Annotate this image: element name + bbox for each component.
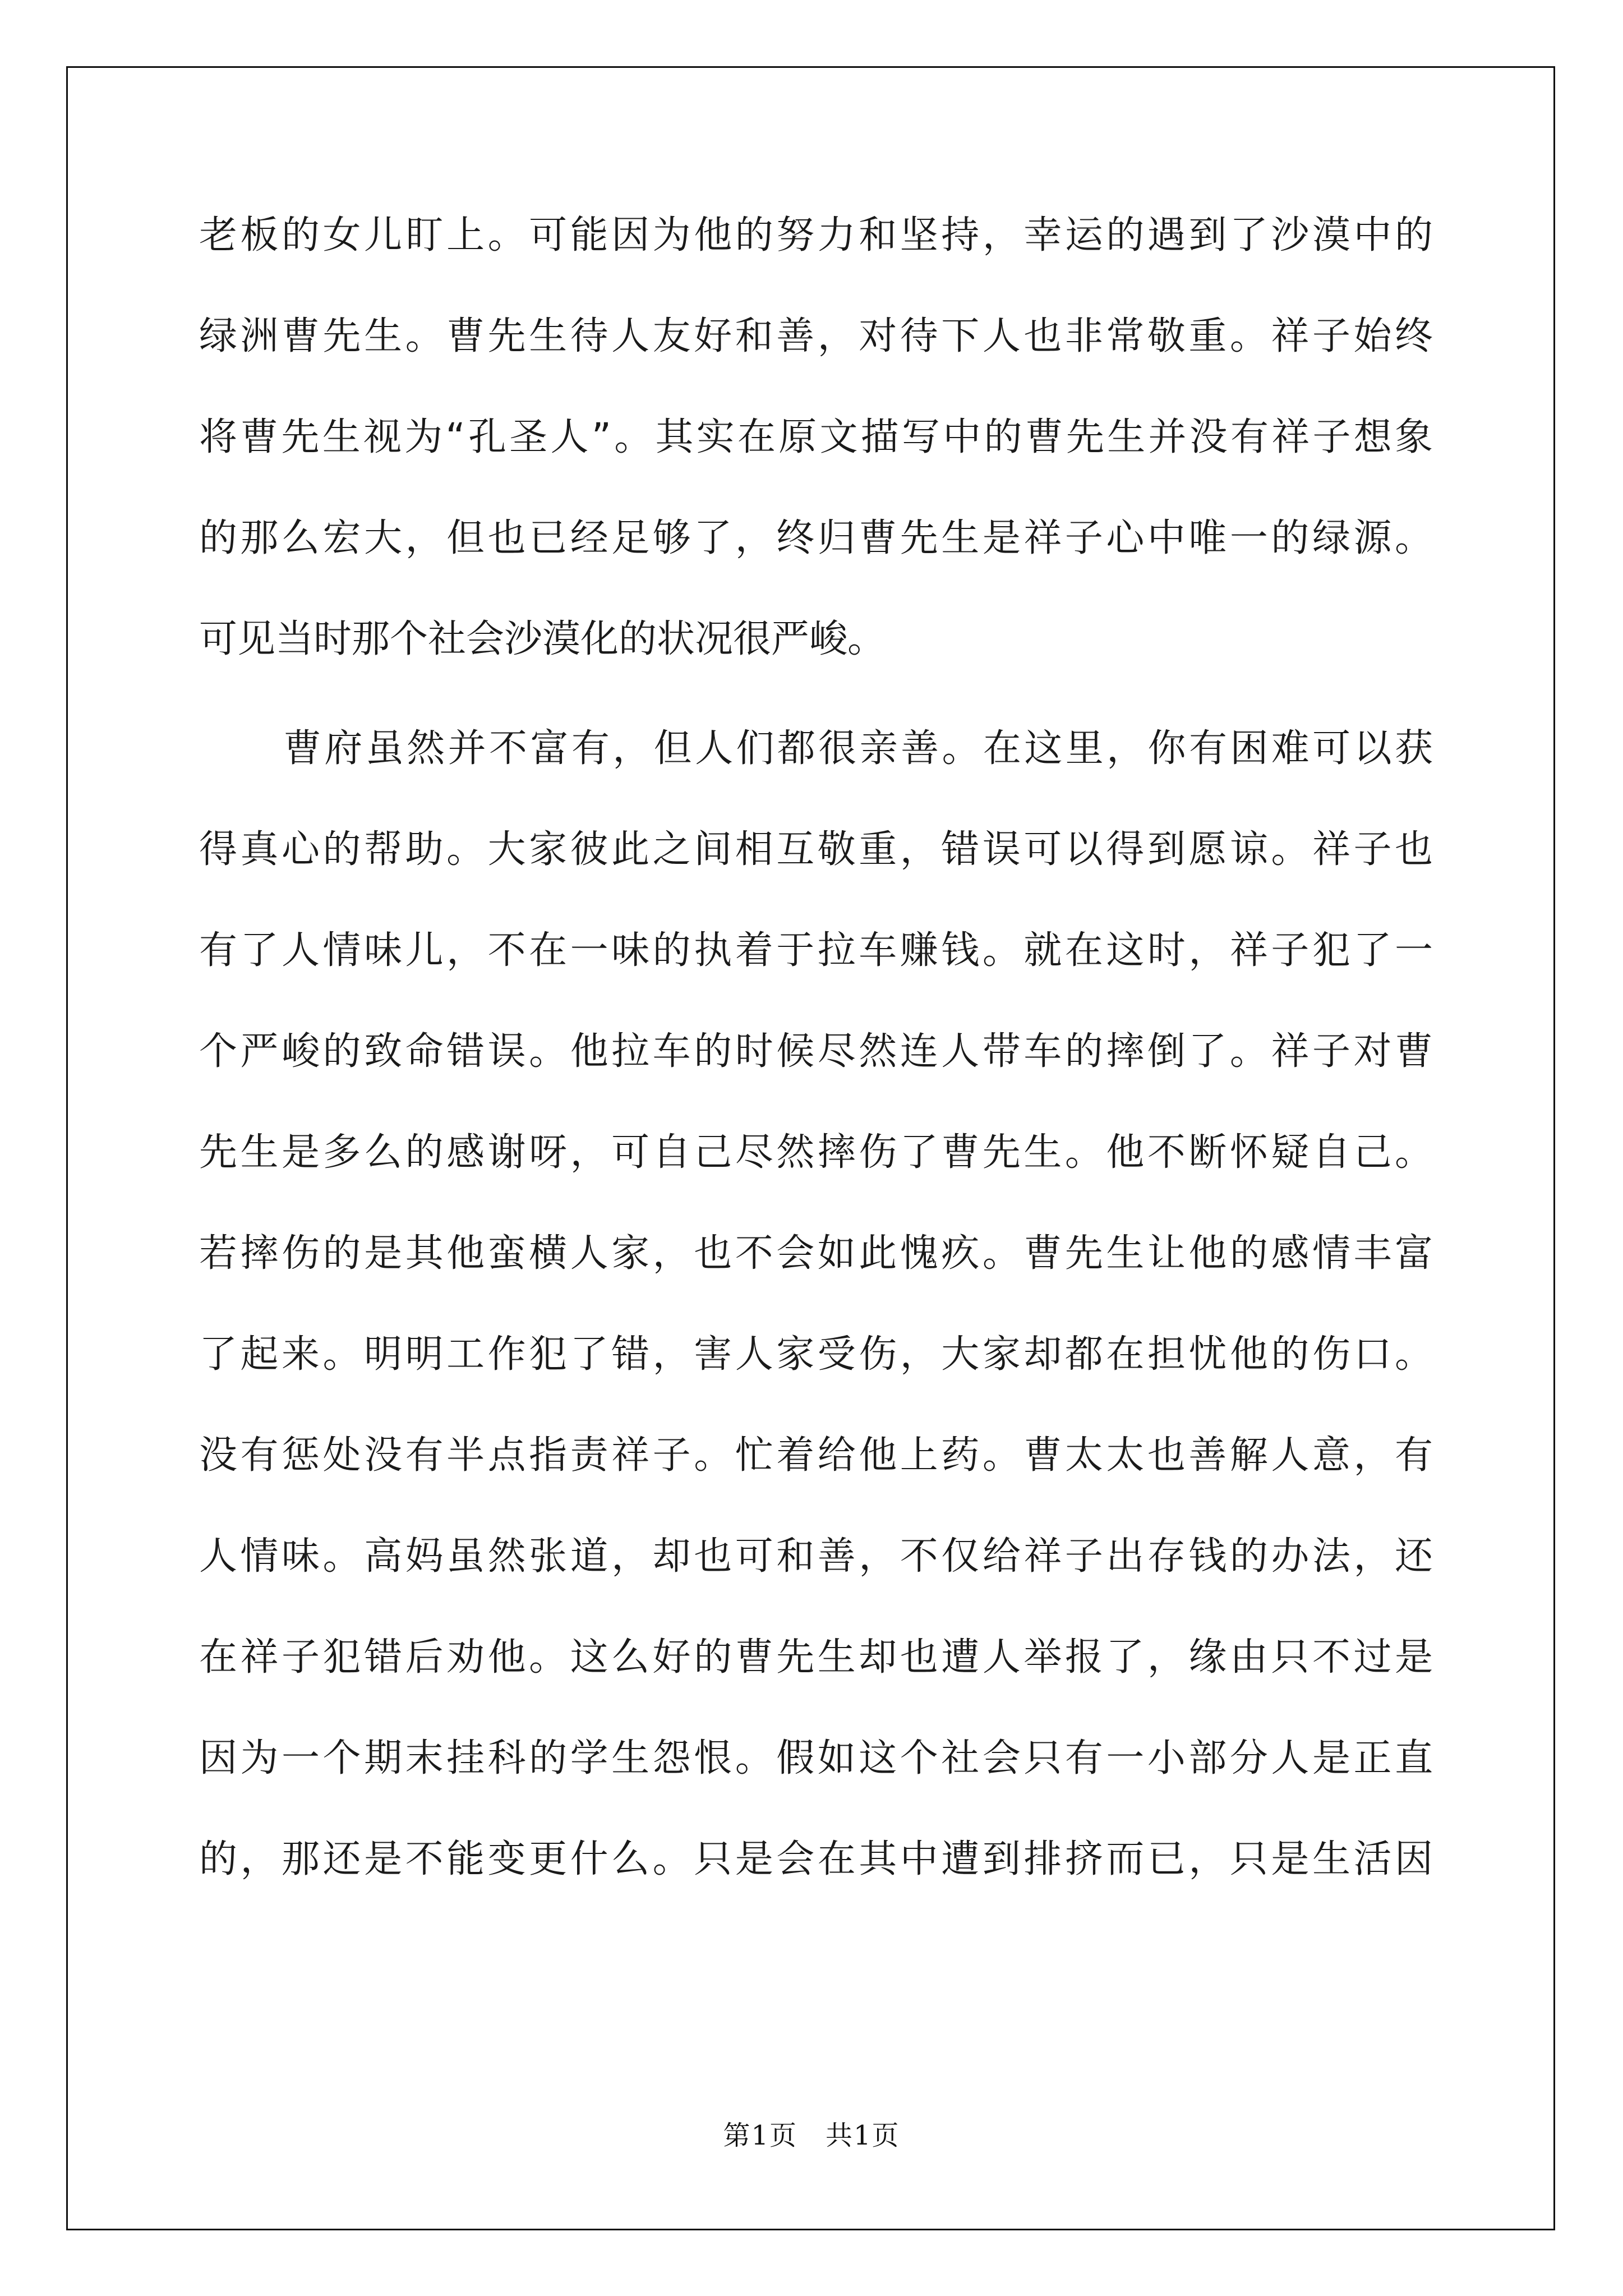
- text-line: 先生是多么的感谢呀，可自己尽然摔伤了曹先生。他不断怀疑自己。: [199, 1130, 1433, 1175]
- text-line: 若摔伤的是其他蛮横人家，也不会如此愧疚。曹先生让他的感情丰富: [199, 1231, 1433, 1276]
- text-line: 没有惩处没有半点指责祥子。忙着给他上药。曹太太也善解人意，有: [199, 1433, 1433, 1478]
- page-number: 第1页 共1页: [723, 2120, 900, 2151]
- text-line: 可见当时那个社会沙漠化的状况很严峻。: [199, 617, 886, 661]
- text-line: 了起来。明明工作犯了错，害人家受伤，大家却都在担忧他的伤口。: [199, 1332, 1433, 1377]
- page-footer: [0, 2114, 1623, 2152]
- text-line: 在祥子犯错后劝他。这么好的曹先生却也遭人举报了，缘由只不过是: [199, 1635, 1433, 1680]
- text-line: 曹府虽然并不富有，但人们都很亲善。在这里，你有困难可以获: [283, 726, 1433, 771]
- text-line: 人情味。高妈虽然张道，却也可和善，不仅给祥子出存钱的办法，还: [199, 1534, 1433, 1579]
- text-line: 老板的女儿盯上。可能因为他的努力和坚持，幸运的遇到了沙漠中的: [199, 213, 1433, 257]
- text-line: 将曹先生视为“孔圣人”。其实在原文描写中的曹先生并没有祥子想象: [199, 415, 1433, 459]
- text-line: 因为一个期末挂科的学生怨恨。假如这个社会只有一小部分人是正直: [199, 1736, 1433, 1780]
- text-line: 的那么宏大，但也已经足够了，终归曹先生是祥子心中唯一的绿源。: [199, 516, 1433, 560]
- text-line: 得真心的帮助。大家彼此之间相互敬重，错误可以得到愿谅。祥子也: [199, 827, 1433, 872]
- text-line: 有了人情味儿，不在一味的执着于拉车赚钱。就在这时，祥子犯了一: [199, 928, 1433, 973]
- text-line: 绿洲曹先生。曹先生待人友好和善，对待下人也非常敬重。祥子始终: [199, 314, 1433, 358]
- text-line: 的，那还是不能变更什么。只是会在其中遭到排挤而已，只是生活因: [199, 1837, 1433, 1881]
- paragraph-2: [199, 726, 1433, 1941]
- text-line: 个严峻的致命错误。他拉车的时候尽然连人带车的摔倒了。祥子对曹: [199, 1029, 1433, 1074]
- paragraph-1: [199, 213, 1433, 721]
- document-body: [199, 213, 1433, 1941]
